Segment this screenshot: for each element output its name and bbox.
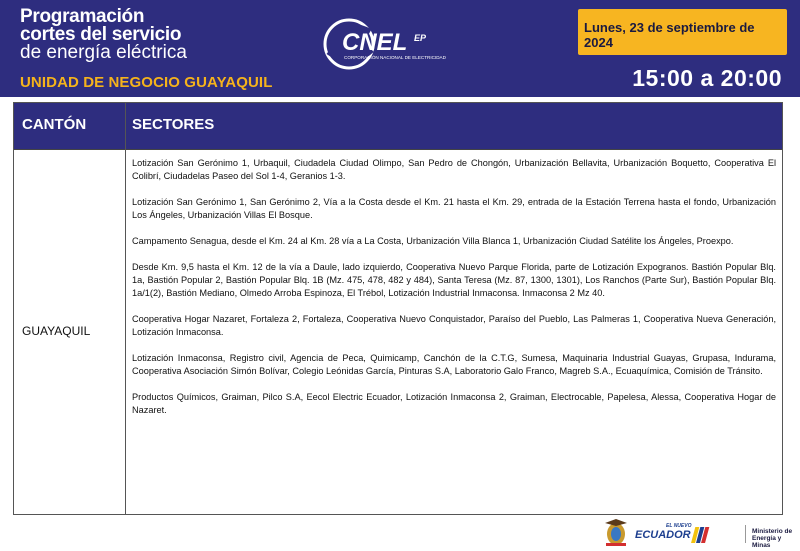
- column-divider: [125, 103, 126, 514]
- header-banner: [0, 0, 800, 97]
- ministry-label: [752, 528, 800, 549]
- schedule-table: [13, 102, 783, 515]
- time-range: 15:00 a 20:00: [632, 65, 782, 91]
- ecuador-coat-of-arms-icon: [605, 519, 627, 546]
- column-header-sectors: SECTORES: [132, 116, 215, 133]
- ecuador-stripes-icon: [691, 527, 709, 543]
- title-line-1: Programación: [20, 6, 145, 27]
- logo-text: CNEL: [342, 29, 408, 56]
- sector-paragraph: Lotización Inmaconsa, Registro civil, Agencia de Peca, Quimicamp, Canchón de la C.T.G, Sumesa, Maquinaria Industrial Guayas, Grupasa, Indurama, Cooperativa Asociación Simón Bolívar, Colegio Leónidas García, Pinturas S.A, Laboratorio Galo Franco, Magreb S.A., Ecuaquímica, Comisión de Tránsito.: [132, 353, 776, 376]
- canton-value: GUAYAQUIL: [22, 324, 91, 338]
- sector-paragraph: Desde Km. 9,5 hasta el Km. 12 de la vía a Daule, lado izquierdo, Cooperativa Nuevo Parque Florida, parte de Lotización Expogranos. Bastión Popular Blq. 1a, Bastión Popular 2, Bastión Popular Blq. 1B (Mz. 475, 478, 482 y 484), Santa Teresa (Mz. 87, 1300, 1301), Los Ranchos (Parte Sur), Bastión Popular Blq. 1a/1(2), Bastión Mediano, Olmedo Arroba Espinoza, El Trébol, Lotización Industrial Inmaconsa. Inmaconsa 2 Mz 40.: [132, 262, 776, 298]
- business-unit-label: UNIDAD DE NEGOCIO GUAYAQUIL: [20, 74, 273, 91]
- ministry-line-1: Ministerio de: [752, 528, 793, 535]
- date-badge: Lunes, 23 de septiembre de 2024: [578, 9, 787, 55]
- cnel-logo: [322, 14, 492, 74]
- logo-suffix: EP: [414, 33, 427, 43]
- ecuador-tag: EL NUEVO: [666, 523, 692, 529]
- table-header: [14, 103, 782, 150]
- title-line-2: cortes del servicio: [20, 24, 182, 45]
- ministry-line-2: Energía y Minas: [752, 535, 782, 549]
- sector-paragraph: Lotización San Gerónimo 1, Urbaquil, Ciudadela Ciudad Olimpo, San Pedro de Chongón, Urbanización Bellavita, Urbanización Boquetto, Cooperativa El Colibrí, Ciudadelas Paseo del Sol 1-4, Geranios 1-3.: [132, 158, 776, 181]
- logo-subtitle: CORPORACIÓN NACIONAL DE ELECTRICIDAD: [344, 55, 446, 60]
- sector-paragraph: Cooperativa Hogar Nazaret, Fortaleza 2, Fortaleza, Cooperativa Nuevo Conquistador, Paraíso del Pueblo, Las Palmeras 1, Cooperativa Nueva Generación, Lotización Inmaconsa.: [132, 314, 776, 337]
- column-header-canton: CANTÓN: [22, 116, 87, 133]
- sector-paragraph: Productos Químicos, Graiman, Pilco S.A, Eecol Electric Ecuador, Lotización Inmaconsa 2, Graiman, Electrocable, Papelesa, Alessa, Cooperativa Hogar de Nazaret.: [132, 392, 776, 415]
- ecuador-label: ECUADOR: [635, 529, 691, 541]
- page-title: [20, 8, 187, 62]
- sector-paragraph: Campamento Senagua, desde el Km. 24 al Km. 28 vía a La Costa, Urbanización Villa Blanca 1, Urbanización Ciudad Satélite los Ángeles, Proexpo.: [132, 236, 734, 246]
- sector-paragraph: Lotización San Gerónimo 1, San Gerónimo 2, Vía a la Costa desde el Km. 21 hasta el Km. 29, entrada de la Estación Terrena hasta el fondo, Urbanización Los Ángeles, Urbanización Villas El Bosque.: [132, 197, 776, 220]
- sectors-cell: [132, 157, 776, 430]
- title-line-3: de energía eléctrica: [20, 42, 187, 63]
